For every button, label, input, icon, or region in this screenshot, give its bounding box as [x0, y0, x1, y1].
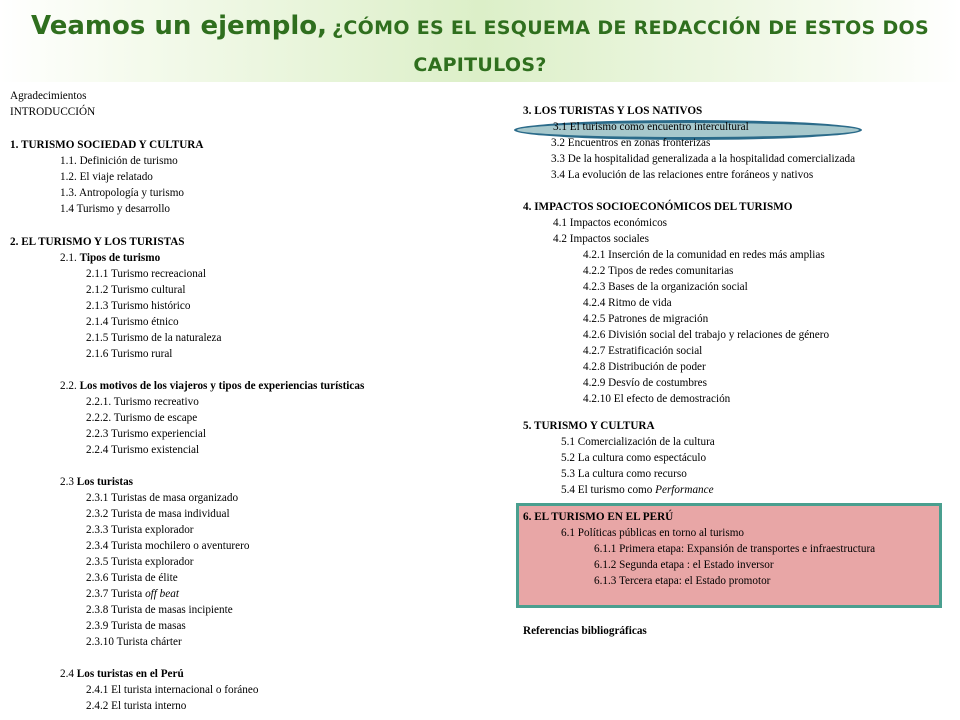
list-item: 3.4 La evolución de las relaciones entre foráneos y nativos [551, 169, 814, 181]
list-item: 6.1.2 Segunda etapa : el Estado inversor [594, 559, 774, 571]
section-title: Los turistas [76, 476, 134, 488]
chapter-3-title: 3. LOS TURISTAS Y LOS NATIVOS [523, 105, 703, 117]
list-item: 4.2.5 Patrones de migración [583, 313, 709, 325]
list-item: 3.2 Encuentros en zonas fronterizas [551, 137, 711, 149]
list-item: 6.1 Políticas públicas en torno al turismo [561, 527, 745, 539]
item-italic-text: off beat [145, 588, 179, 600]
chapter-4-title: 4. IMPACTOS SOCIOECONÓMICOS DEL TURISMO [523, 201, 793, 213]
title-question-line2: CAPITULOS? [413, 54, 547, 76]
list-item: 2.3.5 Turista explorador [86, 556, 194, 568]
list-item: 4.2.8 Distribución de poder [583, 361, 706, 373]
chapter-5-title: 5. TURISMO Y CULTURA [523, 420, 655, 432]
chapter-6-title: 6. EL TURISMO EN EL PERÚ [523, 511, 674, 523]
list-item: 2.2.4 Turismo existencial [86, 444, 200, 456]
list-item: 4.2.6 División social del trabajo y relaciones de género [583, 329, 830, 341]
section-title: Tipos de turismo [79, 252, 161, 264]
list-item: 2.3.2 Turista de masa individual [86, 508, 230, 520]
list-item: 2.1.1 Turismo recreacional [86, 268, 206, 280]
list-item: 1.3. Antropología y turismo [60, 187, 184, 199]
list-item: 3.1 El turismo como encuentro intercultural [553, 121, 749, 133]
list-item [86, 587, 179, 601]
list-item: 1.4 Turismo y desarrollo [60, 203, 171, 215]
list-item: 2.3.4 Turista mochilero o aventurero [86, 540, 250, 552]
list-item: 2.1.6 Turismo rural [86, 348, 173, 360]
list-item: 4.2.3 Bases de la organización social [583, 281, 748, 293]
item-italic-text: Performance [655, 484, 714, 496]
list-item: 4.2.7 Estratificación social [583, 345, 703, 357]
section-number: 2.3 [60, 476, 74, 488]
list-item: 4.1 Impactos económicos [553, 217, 668, 229]
slide-title [0, 8, 960, 84]
list-item: 2.3.8 Turista de masas incipiente [86, 604, 233, 616]
list-item: 2.3.1 Turistas de masa organizado [86, 492, 239, 504]
item-text: 2.3.7 Turista [86, 588, 146, 600]
list-item [561, 483, 714, 497]
item-text: 5.4 El turismo como [561, 484, 656, 496]
list-item: 5.2 La cultura como espectáculo [561, 452, 707, 464]
list-item: 2.1.4 Turismo étnico [86, 316, 179, 328]
list-item: 2.2.1. Turismo recreativo [86, 396, 199, 408]
list-item: 2.3.6 Turista de élite [86, 572, 178, 584]
list-item: 2.3.10 Turista chárter [86, 636, 182, 648]
list-item: 2.2.3 Turismo experiencial [86, 428, 206, 440]
list-item: 2.1.3 Turismo histórico [86, 300, 191, 312]
section-2-4-heading [60, 667, 184, 681]
list-item: 6.1.1 Primera etapa: Expansión de transportes e infraestructura [594, 543, 876, 555]
list-item: 3.3 De la hospitalidad generalizada a la hospitalidad comercializada [551, 153, 856, 165]
list-item: 4.2.2 Tipos de redes comunitarias [583, 265, 734, 277]
title-question-line1: ¿CÓMO ES EL ESQUEMA DE REDACCIÓN DE ESTOS DOS [332, 17, 929, 39]
section-2-3-heading [60, 475, 133, 489]
referencias-title: Referencias bibliográficas [523, 625, 647, 637]
title-banner [0, 0, 960, 82]
list-item: 2.4.2 El turista interno [86, 700, 187, 712]
list-item: 2.1.5 Turismo de la naturaleza [86, 332, 222, 344]
list-item: 2.1.2 Turismo cultural [86, 284, 186, 296]
list-item: 4.2.10 El efecto de demostración [583, 393, 731, 405]
list-item: 5.3 La cultura como recurso [561, 468, 687, 480]
chapter-2-title: 2. EL TURISMO Y LOS TURISTAS [10, 236, 185, 248]
section-title: Los turistas en el Perú [76, 668, 184, 680]
section-number: 2.2. [60, 380, 77, 392]
section-2-2-heading [60, 379, 364, 393]
list-item: 2.2.2. Turismo de escape [86, 412, 198, 424]
list-item: 1.1. Definición de turismo [60, 155, 178, 167]
introduccion: INTRODUCCIÓN [10, 106, 96, 118]
list-item: 2.3.9 Turista de masas [86, 620, 186, 632]
agradecimientos: Agradecimientos [10, 90, 87, 102]
list-item: 1.2. El viaje relatado [60, 171, 153, 183]
section-number: 2.4 [60, 668, 74, 680]
list-item: 2.4.1 El turista internacional o foráneo [86, 684, 259, 696]
list-item: 4.2.4 Ritmo de vida [583, 297, 672, 309]
title-main: Veamos un ejemplo, [31, 11, 328, 41]
section-2-1-heading [60, 251, 160, 265]
section-title: Los motivos de los viajeros y tipos de experiencias turísticas [79, 380, 365, 392]
list-item: 4.2 Impactos sociales [553, 233, 650, 245]
section-number: 2.1. [60, 252, 77, 264]
list-item: 4.2.9 Desvío de costumbres [583, 377, 707, 389]
list-item: 4.2.1 Inserción de la comunidad en redes más amplias [583, 249, 825, 261]
list-item: 5.1 Comercialización de la cultura [561, 436, 715, 448]
list-item: 2.3.3 Turista explorador [86, 524, 194, 536]
chapter-1-title: 1. TURISMO SOCIEDAD Y CULTURA [10, 139, 204, 151]
list-item: 6.1.3 Tercera etapa: el Estado promotor [594, 575, 771, 587]
